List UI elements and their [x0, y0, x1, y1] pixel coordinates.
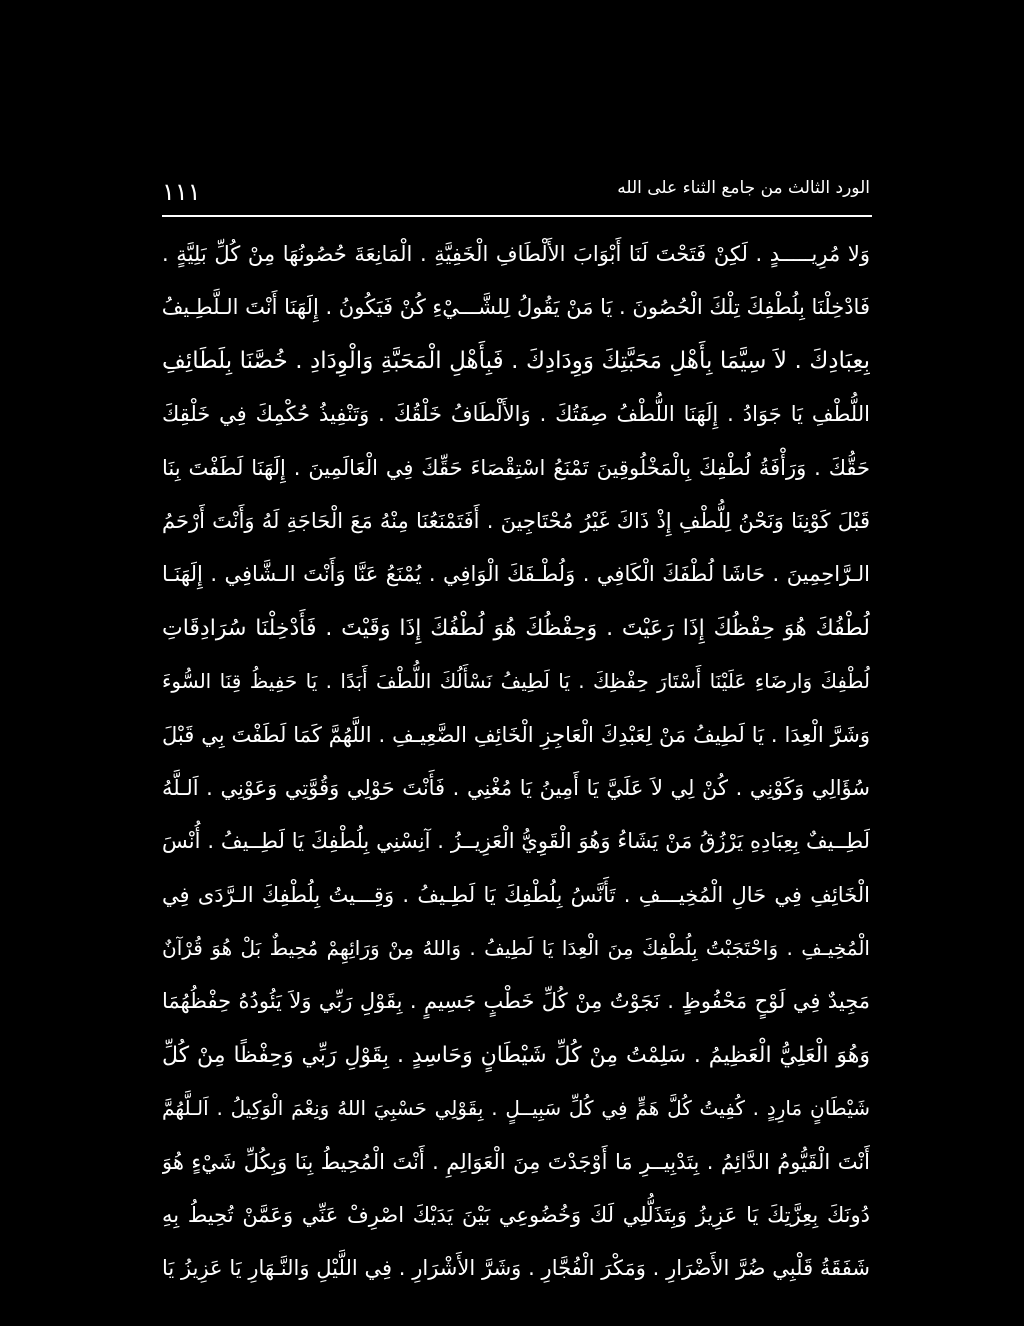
- text-line: وَهُوَ الْعَلِيُّ الْعَظِيمُ . سَلِمْتُ مِنْ كُلِّ شَيْطَانٍ وَحَاسِدٍ . بِقَوْلِ رَبِّي وَحِفْظًا مِنْ كُلِّ: [162, 1042, 870, 1068]
- text-line: وَلا مُرِيـــــدٍ . لَكِنْ فَتَحْتَ لَنَا أَبْوَابَ الأَلْطَافِ الْخَفِيَّةِ . الْمَانِعَةَ حُصُونُهَا مِنْ كُلِّ بَلِيَّةٍ .: [162, 242, 870, 266]
- text-line: اللُّطْفِ يَا جَوَادُ . إِلَهَنَا اللُّطْفُ صِفَتُكَ . وَالأَلْطَافُ خَلْقُكَ . وَتَنْفِيذُ حُكْمِكَ فِي خَلْقِكَ: [162, 402, 870, 427]
- text-line: بِعِبَادِكَ . لاَ سِيَّمَا بِأَهْلِ مَحَبَّتِكَ وَوِدَادِكَ . فَبِأَهْلِ الْمَحَبَّةِ وَالْوِدَادِ . خُصَّنَا بِلَطَائِفِ: [162, 347, 870, 374]
- text-line: دُونَكَ بِعِزَّتِكَ يَا عَزِيزُ وَبِتَذَلُّلِي لَكَ وَخُضُوعِي بَيْنَ يَدَيْكَ اصْرِفْ عَنِّي وَعَمَّنْ تُحِيطُ بِهِ: [162, 1203, 870, 1228]
- text-line: لُطْفُكَ هُوَ حِفْظُكَ إِذَا رَعَيْتَ . وَحِفْظُكَ هُوَ لُطْفُكَ إِذَا وَقَيْتَ . فَأَدْخِلْنَا سُرَادِقَاتِ: [162, 615, 870, 641]
- text-line: شَفَقَةُ قَلْبِي ضُرَّ الأَضْرَارِ . وَمَكْرَ الْفُجَّارِ . وَشَرَّ الأَشْرَارِ . فِي اللَّيْلِ وَالنَّـهَارِ يَا عَزِيزُ يَا: [162, 1256, 870, 1281]
- text-line: شَيْطَانٍ مَارِدٍ . كُفِيتُ كُلَّ هَمٍّ فِي كُلِّ سَبِيــلٍ . بِقَوْلِي حَسْبِيَ اللهُ وَنِعْمَ الْوَكِيلُ . اَلـلَّهُمَّ: [162, 1096, 870, 1121]
- header-rule: [162, 215, 872, 217]
- text-line: مَجِيدٌ فِي لَوْحٍ مَحْفُوظٍ . نَجَوْتُ مِنْ كُلِّ خَطْبٍ جَسِيمٍ . بِقَوْلِ رَبِّي وَلاَ يَئُودُهُ حِفْظُهُمَا: [162, 989, 870, 1014]
- text-line: الـرَّاحِمِينَ . حَاشَا لُطْفَكَ الْكَافِي . وَلُطْـفَكَ الْوَافِي . يُمْنَعُ عَنَّا وَأَنْتَ الـشَّافِي . إِلَهَنَـا: [162, 562, 870, 587]
- text-line: أَنْتَ الْقَيُّومُ الدَّائِمُ . بِتَدْبِيــرِ مَا أَوْجَدْتَ مِنَ الْعَوَالِمِ . أَنْتَ الْمُحِيطُ بِنَا وَبِكُلِّ شَيْءٍ هُوَ: [162, 1149, 870, 1174]
- text-line: لَطِــيفٌ بِعِبَادِهِ يَرْزُقُ مَنْ يَشَاءُ وَهُوَ الْقَوِيُّ الْعَزِيــزُ . آنِسْنِي بِلُطْفِكَ يَا لَطِــيفُ . أُنْسَ: [162, 829, 870, 854]
- page-header: [162, 170, 870, 210]
- body-text: [162, 228, 870, 1296]
- page-number: ١١١: [162, 178, 201, 206]
- text-line: حَقُّكَ . وَرَأْفَةُ لُطْفِكَ بِالْمَخْلُوقِينَ تَمْنَعُ اسْتِقْصَاءَ حَقِّكَ فِي الْعَالَمِينَ . إِلَهَنَا لَطَفْتَ بِنَا: [162, 455, 870, 480]
- text-line: سُؤَالِي وَكَوْنِي . كُنْ لِي لاَ عَلَيَّ يَا أَمِينُ يَا مُغْنِي . فَأَنْتَ حَوْلِي وَقُوَّتِي وَعَوْنِي . اَلـلَّهُ: [162, 775, 870, 800]
- text-line: قَبْلَ كَوْنِنَا وَنَحْنُ لِلُّطْفِ إِذْ ذَاكَ غَيْرُ مُحْتَاجِينَ . أَفَتَمْنَعُنَا مِنْهُ مَعَ الْحَاجَةِ لَهُ وَأَنْتَ أَرْحَمُ: [162, 508, 870, 533]
- text-line: الْمُخِيـفِ . وَاحْتَجَبْتُ بِلُطْفِكَ مِنَ الْعِدَا يَا لَطِيفُ . وَاللهُ مِنْ وَرَائِهِمْ مُحِيطٌ بَلْ هُوَ قُرْآنٌ: [162, 936, 870, 961]
- text-line: الْخَائِفِ فِي حَالِ الْمُخِيـــفِ . تَأَنَّسُ بِلُطْفِكَ يَا لَطِـيفُ . وَقِـــيتُ بِلُطْفِكَ الـرَّدَى فِي: [162, 882, 870, 907]
- running-title: الورد الثالث من جامع الثناء على الله: [617, 178, 870, 198]
- text-line: فَادْخِلْنَا بِلُطْفِكَ تِلْكَ الْحُصُونَ . يَا مَنْ يَقُولُ لِلشَّـــيْءِ كُنْ فَيَكُونُ . إِلَهَنَا أَنْتَ الـلَّطِـيفُ: [162, 295, 870, 320]
- text-line: وَشَرَّ الْعِدَا . يَا لَطِيفُ مَنْ لِعَبْدِكَ الْعَاجِزِ الْخَائِفِ الضَّعِيـفِ . اللَّهُمَّ كَمَا لَطَفْتَ بِي قَبْلَ: [162, 722, 870, 747]
- text-line: لُطْفِكَ وَارضَاءِ عَلَيْنَا أَسْتَارَ حِفْظِكَ . يَا لَطِيفُ نَسْأَلُكَ اللُّطْفَ أَبَدًا . يَا حَفِيظُ قِنَا السُّوءَ: [162, 669, 870, 694]
